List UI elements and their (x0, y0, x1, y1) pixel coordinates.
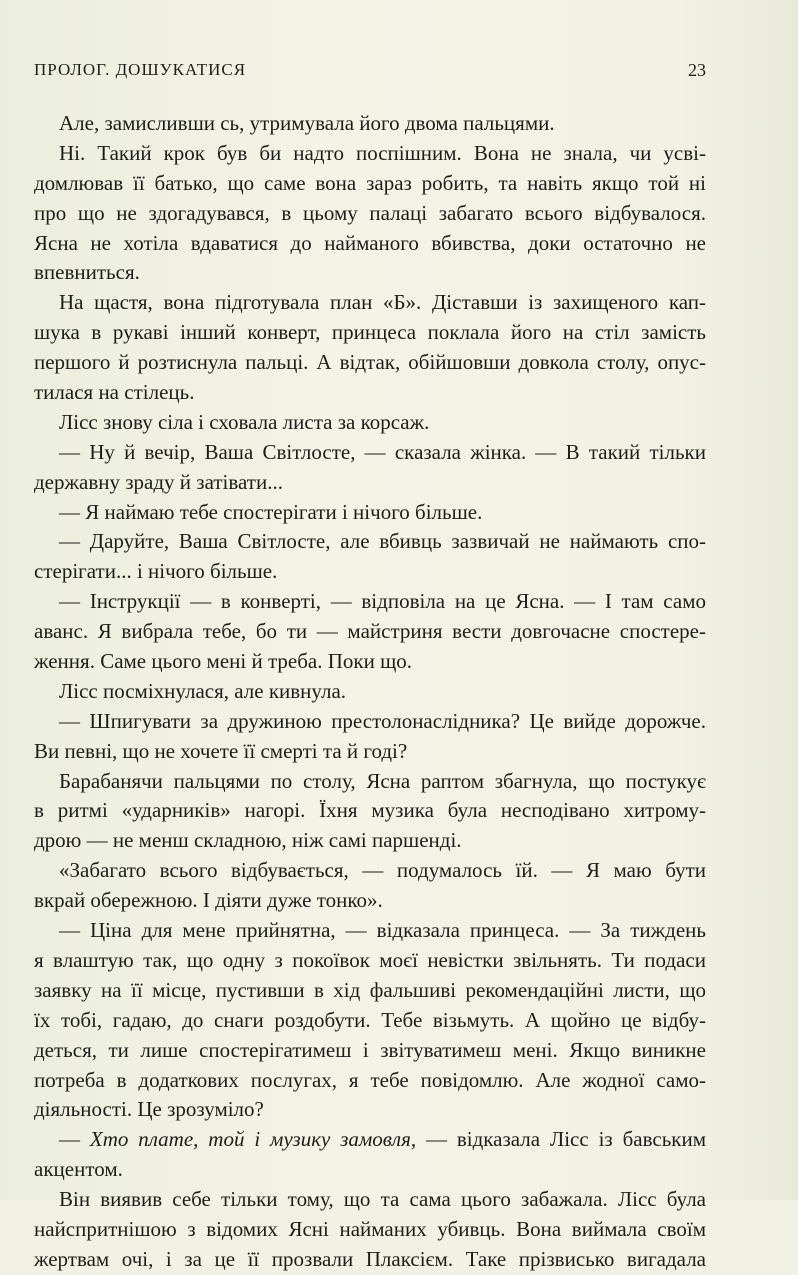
text-line: — Я наймаю тебе спостерігати і нічого більше. (59, 499, 483, 524)
text-line: Ні. Такий крок був би надто поспішним. Вона не знала, чи усві- (59, 140, 706, 165)
text-line: — Хто плате, той і музику замовля, — відказала Лісс із бавським (59, 1127, 706, 1152)
text-line: заявку на її місце, пустивши в хід фальшиві рекомендаційні листи, що (34, 977, 706, 1002)
text-line: першого й розтиснула пальці. А відтак, обійшовши довкола столу, опус- (34, 350, 706, 375)
text-line: стерігати... і нічого більше. (34, 559, 278, 584)
text-line: шука в рукаві інший конверт, принцеса поклала його на стіл замість (34, 320, 706, 345)
body-text (34, 109, 706, 1275)
text-line: деться, ти лише спостерігатимеш і звітуватимеш мені. Якщо виникне (34, 1037, 706, 1062)
text-line: впевниться. (34, 260, 140, 285)
text-line: про що не здогадувався, в цьому палаці забагато всього відбувалося. (34, 200, 706, 225)
text-line: Ви певні, що не хочете її смерті та й годі? (34, 738, 408, 763)
text-line: — Ціна для мене прийнятна, — відказала принцеса. — За тиждень (59, 918, 706, 943)
text-line: їх тобі, гадаю, до снаги роздобути. Тебе візьмуть. А щойно це відбу- (34, 1007, 706, 1032)
text-line: Ясна не хотіла вдаватися до найманого вбивства, доки остаточно не (34, 230, 706, 255)
text-line: аванс. Я вибрала тебе, бо ти — майстриня вести довгочасне спостере- (34, 619, 706, 644)
running-head: ПРОЛОГ. ДОШУКАТИСЯ (34, 60, 247, 79)
text-line: державну зраду й затівати... (34, 469, 283, 494)
text-line: тилася на стілець. (34, 380, 195, 405)
text-line: домлював її батько, що саме вона зараз робить, та навіть якщо той ні (34, 170, 706, 195)
text-line: акцентом. (34, 1157, 123, 1182)
text-line: найспритнішою з відомих Ясні найманих убивць. Вона виймала своїм (34, 1216, 706, 1241)
text-line: потреба в додаткових послугах, я тебе повідомлю. Але жодної само- (34, 1067, 706, 1092)
text-line: — Даруйте, Ваша Світлосте, але вбивць зазвичай не наймають спо- (59, 529, 706, 554)
text-line: діяльності. Це зрозуміло? (34, 1097, 264, 1122)
text-line: — Шпигувати за дружиною престолонаслідника? Це вийде дорожче. (59, 708, 706, 733)
text-line: — Ну й вечір, Ваша Світлосте, — сказала жінка. — В такий тільки (59, 439, 706, 464)
text-line: вкрай обережною. І діяти дуже тонко». (34, 888, 383, 913)
text-line: Він виявив себе тільки тому, що та сама цього забажала. Лісс була (59, 1187, 706, 1212)
text-line: ження. Саме цього мені й треба. Поки що. (34, 649, 412, 674)
text-line: На щастя, вона підготувала план «Б». Діставши із захищеного кап- (59, 290, 706, 315)
text-line: Лісс знову сіла і сховала листа за корсаж. (59, 409, 430, 434)
text-line: дрою — не менш складною, ніж самі паршенді. (34, 828, 462, 853)
text-line: жертвам очі, і за це її прозвали Плаксієм. Таке прізвисько вигадала (34, 1246, 706, 1271)
text-line: Барабанячи пальцями по столу, Ясна раптом збагнула, що постукує (59, 768, 706, 793)
text-line: в ритмі «ударників» нагорі. Їхня музика була несподівано хитрому- (34, 798, 706, 823)
page-header (34, 60, 706, 88)
italic-phrase: Хто плате, той і музику замовля (89, 1127, 411, 1152)
text-line: я влаштую так, що одну з покоївок моєї невістки звільнять. Ти подаси (34, 947, 706, 972)
text-line: «Забагато всього відбувається, — подумалось їй. — Я маю бути (59, 858, 706, 883)
text-line: Але, замисливши сь, утримувала його двома пальцями. (59, 111, 555, 135)
page-number: 23 (688, 60, 706, 80)
text-line: Лісс посміхнулася, але кивнула. (59, 678, 347, 703)
text-line: — Інструкції — в конверті, — відповіла на це Ясна. — І там само (59, 589, 706, 614)
